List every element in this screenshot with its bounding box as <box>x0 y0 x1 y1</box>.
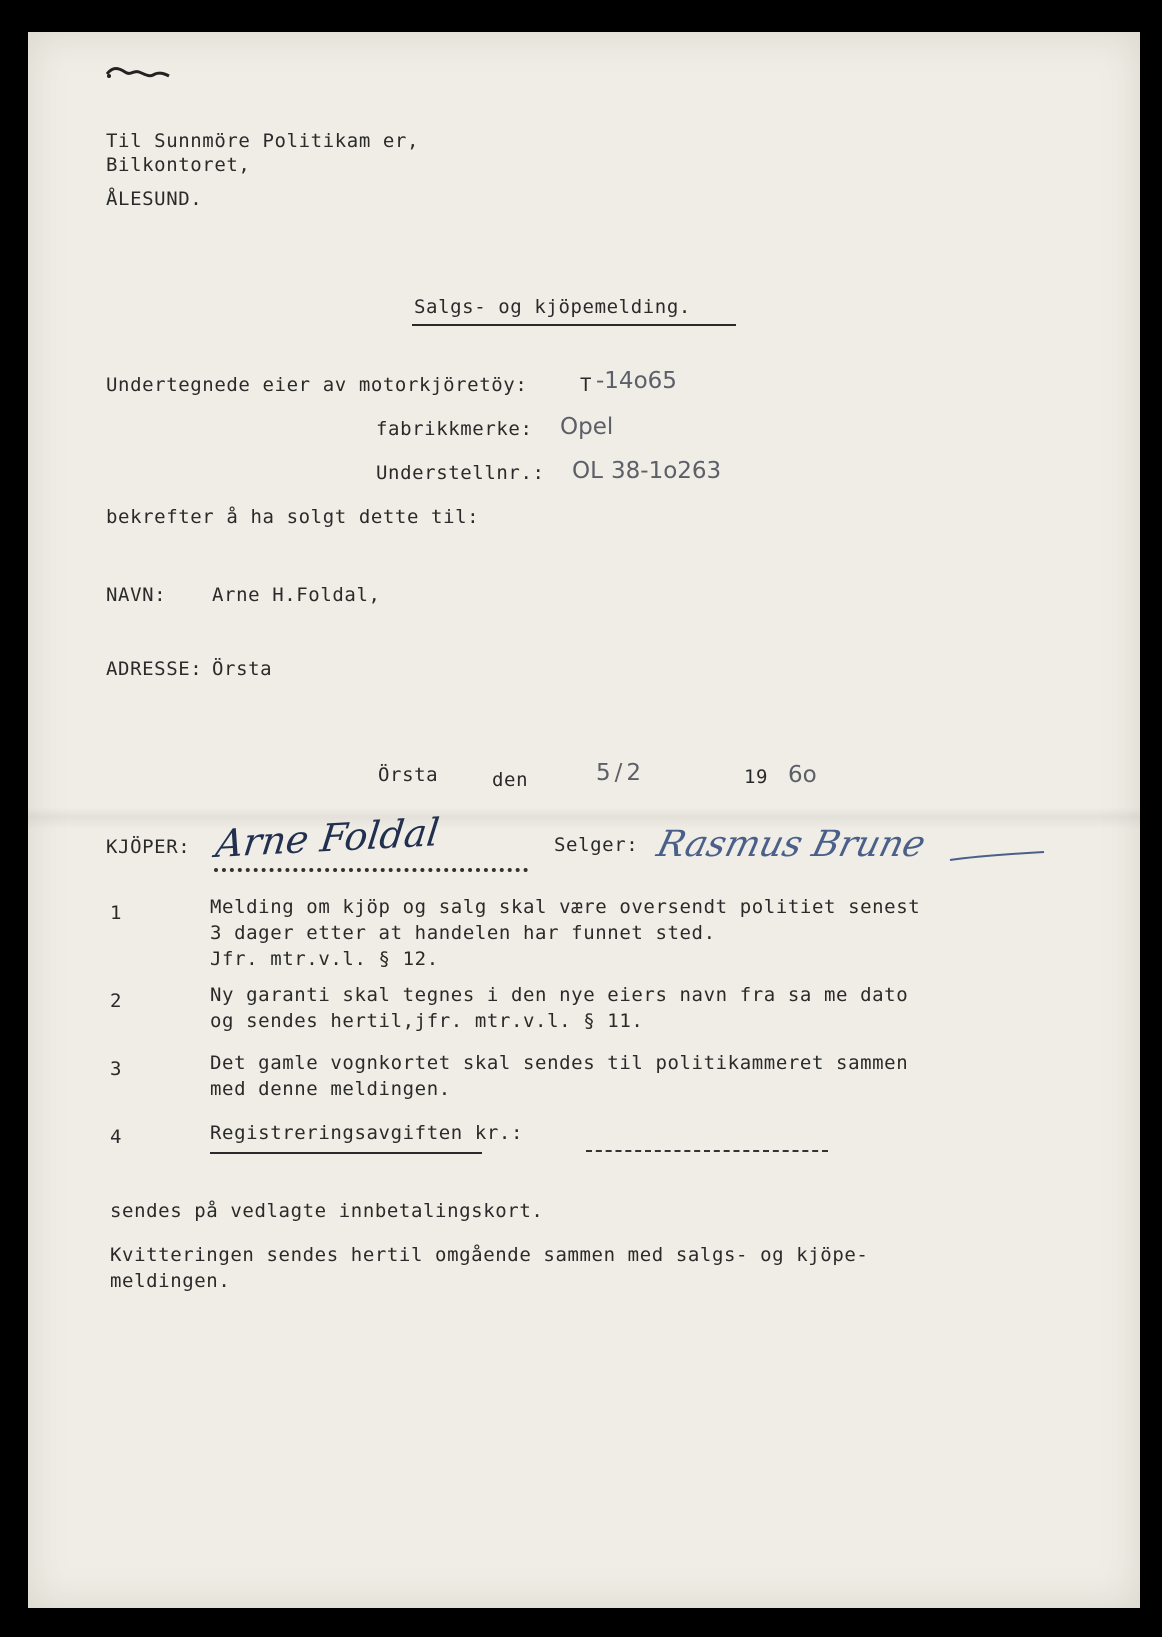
chassis-prefix: OL <box>572 458 603 484</box>
document-title: Salgs- og kjöpemelding. <box>414 296 691 318</box>
note-num-1: 1 <box>110 902 123 924</box>
note-text-3: Det gamle vognkortet skal sendes til politikammeret sammen med denne meldingen. <box>210 1052 909 1100</box>
buyer-address-value: Örsta <box>212 658 273 680</box>
buyer-name-label: NAVN: <box>106 584 167 606</box>
buyer-signature-line <box>214 868 528 872</box>
ink-smudge <box>103 60 173 86</box>
make-label: fabrikkmerke: <box>376 418 533 440</box>
buyer-name-value: Arne H.Foldal, <box>212 584 381 606</box>
buyer-signature-label: KJÖPER: <box>106 836 191 858</box>
note-text-4: Registreringsavgiften kr.: <box>210 1122 524 1144</box>
date-place: Örsta <box>378 764 439 786</box>
note-num-3: 3 <box>110 1058 123 1080</box>
recipient-line-3: ÅLESUND. <box>106 188 203 210</box>
document-page <box>28 32 1140 1608</box>
seller-signature-label: Selger: <box>554 834 639 856</box>
date-den: den <box>492 769 529 791</box>
recipient-line-1: Til Sunnmöre Politikam er, <box>106 130 420 152</box>
chassis-value: 38-1o263 <box>611 458 722 484</box>
note-text-2: Ny garanti skal tegnes i den nye eiers navn fra sa me dato og sendes hertil,jfr. mtr.v.l. § 11. <box>210 984 909 1032</box>
buyer-signature: Arne Foldal <box>213 809 442 867</box>
owner-label: Undertegnede eier av motorkjöretöy: <box>106 374 528 396</box>
fee-underline <box>210 1152 482 1154</box>
note-text-1: Melding om kjöp og salg skal være oversendt politiet senest 3 dager etter at handelen har funnet sted. Jfr. mtr.v.l. § 12. <box>210 896 921 970</box>
year-suffix: 6o <box>788 762 817 788</box>
note-num-2: 2 <box>110 990 123 1012</box>
reg-number: -14o65 <box>596 368 677 394</box>
reg-prefix: T <box>580 374 593 396</box>
note-num-4: 4 <box>110 1126 123 1148</box>
confirm-text: bekrefter å ha solgt dette til: <box>106 506 480 528</box>
buyer-address-label: ADRESSE: <box>106 658 203 680</box>
fee-amount-line <box>586 1150 828 1152</box>
seller-signature-flourish <box>948 842 1048 866</box>
recipient-line-2: Bilkontoret, <box>106 154 251 176</box>
year-prefix: 19 <box>744 766 769 788</box>
title-underline <box>412 324 736 326</box>
make-value: Opel <box>560 414 614 440</box>
seller-signature: Rasmus Brune <box>652 824 930 865</box>
footer-line-2: Kvitteringen sendes hertil omgående sammen med salgs- og kjöpe- meldingen. <box>110 1244 869 1292</box>
footer-line-1: sendes på vedlagte innbetalingskort. <box>110 1200 544 1222</box>
chassis-label: Understellnr.: <box>376 462 545 484</box>
date-value: 5/2 <box>596 760 646 786</box>
